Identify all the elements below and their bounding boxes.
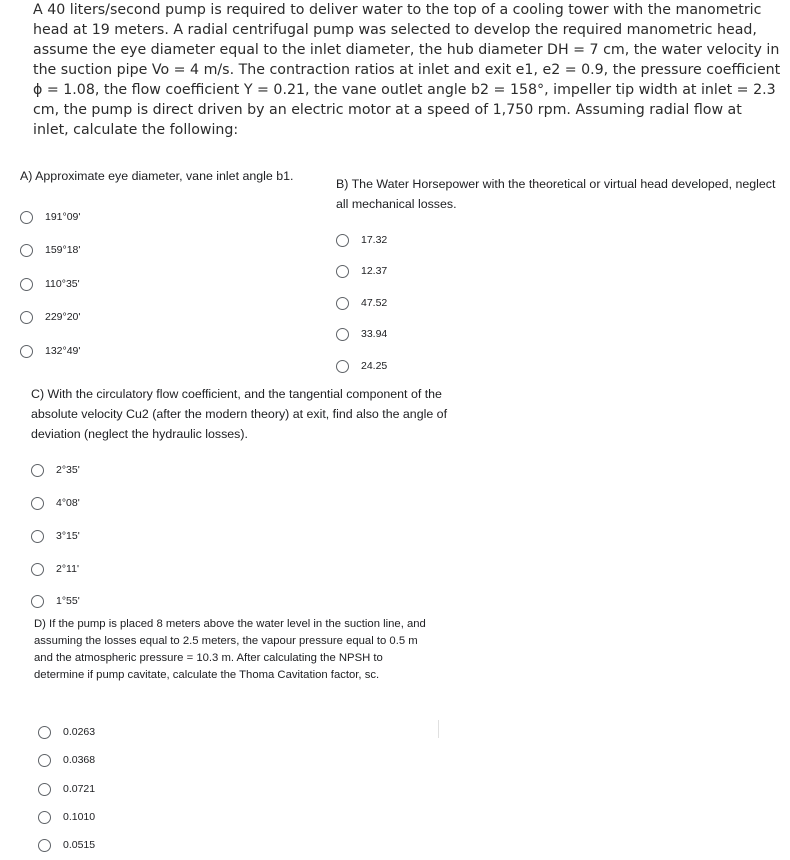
option-label: 0.0721 bbox=[63, 783, 96, 795]
option-label: 1°55' bbox=[56, 595, 80, 607]
question-b-option-1[interactable] bbox=[336, 231, 387, 249]
radio-circle-icon[interactable] bbox=[38, 783, 51, 796]
question-d-option-3[interactable] bbox=[38, 780, 95, 798]
radio-circle-icon[interactable] bbox=[20, 244, 33, 257]
option-label: 0.0368 bbox=[63, 754, 96, 766]
question-a-option-4[interactable] bbox=[20, 308, 80, 326]
radio-circle-icon[interactable] bbox=[38, 754, 51, 767]
question-b-option-2[interactable] bbox=[336, 262, 387, 280]
option-label: 132°49' bbox=[45, 345, 81, 357]
radio-circle-icon[interactable] bbox=[31, 530, 44, 543]
option-label: 4°08' bbox=[56, 497, 80, 509]
option-label: 110°35' bbox=[45, 278, 80, 290]
question-d-option-1[interactable] bbox=[38, 723, 95, 741]
option-label: 47.52 bbox=[361, 297, 388, 309]
option-label: 3°15' bbox=[56, 530, 80, 542]
question-b-title: B) The Water Horsepower with the theoretical or virtual head developed, neglect all mechanical losses. bbox=[336, 177, 776, 211]
option-label: 229°20' bbox=[45, 311, 81, 323]
radio-circle-icon[interactable] bbox=[31, 563, 44, 576]
radio-circle-icon[interactable] bbox=[20, 345, 33, 358]
question-d-option-5[interactable] bbox=[38, 836, 95, 854]
radio-circle-icon[interactable] bbox=[336, 360, 349, 373]
option-label: 24.25 bbox=[361, 360, 388, 372]
option-label: 2°11' bbox=[56, 563, 79, 575]
radio-circle-icon[interactable] bbox=[31, 497, 44, 510]
radio-circle-icon[interactable] bbox=[31, 595, 44, 608]
radio-circle-icon[interactable] bbox=[38, 811, 51, 824]
question-c-option-5[interactable] bbox=[31, 592, 80, 610]
problem-statement: A 40 liters/second pump is required to deliver water to the top of a cooling tower with the manometric head at 19 meters. A radial centrifugal pump was selected to develop the required manometric head, assume the eye diameter equal to the inlet diameter, the hub diameter DH = 7 cm, the water velocity in the suction pipe Vo = 4 m/s. The contraction ratios at inlet and exit e1, e2 = 0.9, the pressure coefficient ϕ = 1.08, the flow coefficient Y = 0.21, the vane outlet angle b2 = 158°, impeller tip width at inlet = 2.3 cm, the pump is direct driven by an electric motor at a speed of 1,750 rpm. Assuming radial flow at inlet, calculate the following: bbox=[33, 2, 781, 138]
option-label: 2°35' bbox=[56, 464, 80, 476]
question-c-option-3[interactable] bbox=[31, 527, 80, 545]
question-a-option-5[interactable] bbox=[20, 342, 80, 360]
question-c-title: C) With the circulatory flow coefficient, and the tangential component of the absolute velocity Cu2 (after the modern theory) at exit, find also the angle of deviation (neglect the hydraulic losses). bbox=[31, 387, 448, 441]
radio-circle-icon[interactable] bbox=[38, 726, 51, 739]
question-c-option-1[interactable] bbox=[31, 461, 80, 479]
radio-circle-icon[interactable] bbox=[31, 464, 44, 477]
divider bbox=[438, 720, 439, 738]
question-a-option-1[interactable] bbox=[20, 208, 80, 226]
question-c-option-2[interactable] bbox=[31, 494, 80, 512]
option-label: 0.0515 bbox=[63, 839, 96, 851]
radio-circle-icon[interactable] bbox=[20, 278, 33, 291]
option-label: 12.37 bbox=[361, 265, 388, 277]
option-label: 17.32 bbox=[361, 234, 388, 246]
question-d-option-4[interactable] bbox=[38, 808, 95, 826]
question-b-option-3[interactable] bbox=[336, 294, 387, 312]
radio-circle-icon[interactable] bbox=[38, 839, 51, 852]
question-b-option-5[interactable] bbox=[336, 357, 387, 375]
radio-circle-icon[interactable] bbox=[20, 211, 33, 224]
option-label: 33.94 bbox=[361, 328, 388, 340]
radio-circle-icon[interactable] bbox=[20, 311, 33, 324]
question-b-option-4[interactable] bbox=[336, 325, 387, 343]
question-c-option-4[interactable] bbox=[31, 560, 79, 578]
radio-circle-icon[interactable] bbox=[336, 328, 349, 341]
radio-circle-icon[interactable] bbox=[336, 234, 349, 247]
question-d-title: D) If the pump is placed 8 meters above the water level in the suction line, and assuming the losses equal to 2.5 meters, the vapour pressure equal to 0.5 m and the atmospheric pressure = 10.3 m. After calculating the NPSH to determine if pump cavitate, calculate the Thoma Cavitation factor, sc. bbox=[34, 618, 426, 681]
option-label: 191°09' bbox=[45, 211, 81, 223]
question-a-option-3[interactable] bbox=[20, 275, 80, 293]
option-label: 0.1010 bbox=[63, 811, 96, 823]
question-a-title: A) Approximate eye diameter, vane inlet angle b1. bbox=[20, 169, 294, 183]
option-label: 159°18' bbox=[45, 244, 81, 256]
option-label: 0.0263 bbox=[63, 726, 96, 738]
radio-circle-icon[interactable] bbox=[336, 297, 349, 310]
question-a-option-2[interactable] bbox=[20, 241, 80, 259]
question-d-option-2[interactable] bbox=[38, 751, 95, 769]
radio-circle-icon[interactable] bbox=[336, 265, 349, 278]
